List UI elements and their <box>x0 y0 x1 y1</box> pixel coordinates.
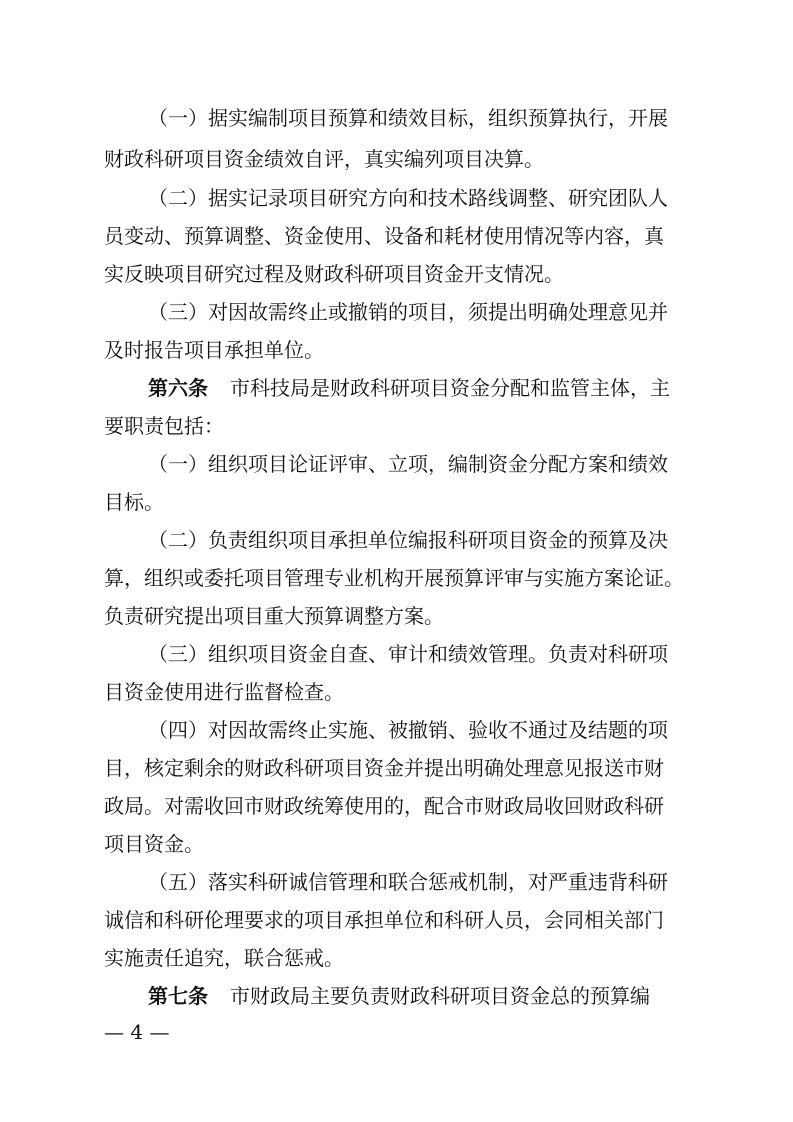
paragraph-line: （五）落实科研诚信管理和联合惩戒机制，对严重违背科研 <box>148 870 668 894</box>
paragraph-line: 项目资金。 <box>104 832 204 856</box>
paragraph-line: （二）据实记录项目研究方向和技术路线调整、研究团队人 <box>148 186 668 210</box>
paragraph-line: （三）组织项目资金自查、审计和绩效管理。负责对科研项 <box>148 642 668 666</box>
paragraph-line: 算，组织或委托项目管理专业机构开展预算评审与实施方案论证。 <box>104 566 684 590</box>
paragraph-line: 诚信和科研伦理要求的项目承担单位和科研人员，会同相关部门 <box>104 908 664 932</box>
paragraph-line: （一）组织项目论证评审、立项，编制资金分配方案和绩效 <box>148 452 668 476</box>
article-heading: 第七条 <box>148 984 208 1008</box>
paragraph-line: 实反映项目研究过程及财政科研项目资金开支情况。 <box>104 262 564 286</box>
paragraph-line: 目，核定剩余的财政科研项目资金并提出明确处理意见报送市财 <box>104 756 664 780</box>
article-heading: 第六条 <box>148 376 208 400</box>
paragraph-line: 政局。对需收回市财政统筹使用的，配合市财政局收回财政科研 <box>104 794 664 818</box>
paragraph-line: 实施责任追究，联合惩戒。 <box>104 946 344 970</box>
paragraph-line: 负责研究提出项目重大预算调整方案。 <box>104 604 444 628</box>
paragraph-line: 目标。 <box>104 490 164 514</box>
paragraph-line: 市科技局是财政科研项目资金分配和监管主体，主 <box>230 376 670 400</box>
paragraph-line: （四）对因故需终止实施、被撤销、验收不通过及结题的项 <box>148 718 668 742</box>
paragraph-line: 市财政局主要负责财政科研项目资金总的预算编 <box>230 984 650 1008</box>
paragraph-line: （一）据实编制项目预算和绩效目标，组织预算执行，开展 <box>148 106 668 130</box>
paragraph-line: 目资金使用进行监督检查。 <box>104 680 344 704</box>
paragraph-line: （二）负责组织项目承担单位编报科研项目资金的预算及决 <box>148 528 668 552</box>
paragraph-line: 财政科研项目资金绩效自评，真实编列项目决算。 <box>104 147 544 171</box>
paragraph-line: （三）对因故需终止或撤销的项目，须提出明确处理意见并 <box>148 300 668 324</box>
page-number: — 4 — <box>104 1020 170 1044</box>
paragraph-line: 员变动、预算调整、资金使用、设备和耗材使用情况等内容，真 <box>104 224 664 248</box>
paragraph-line: 及时报告项目承担单位。 <box>104 338 324 362</box>
paragraph-line: 要职责包括： <box>104 414 224 438</box>
